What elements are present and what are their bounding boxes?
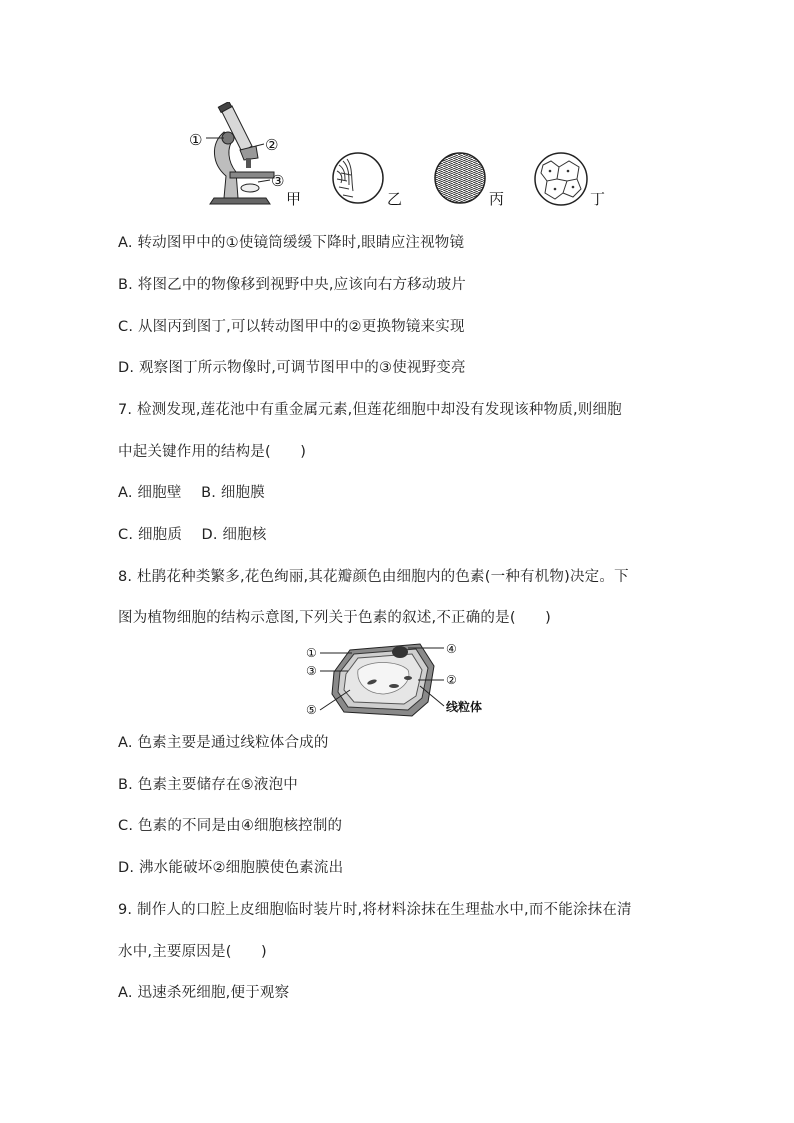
cell-mark-1: ① <box>306 646 317 660</box>
panel-label-ding: 丁 <box>590 190 606 208</box>
scope-mark-2: ② <box>265 136 279 154</box>
q8-option-d: D. 沸水能破坏②细胞膜使色素流出 <box>118 860 344 876</box>
q6-option-d: D. 观察图丁所示物像时,可调节图甲中的③使视野变亮 <box>118 360 466 376</box>
cell-label-mitochondria: 线粒体 <box>446 700 483 714</box>
q7-stem-line1: 7. 检测发现,莲花池中有重金属元素,但莲花细胞中却没有发现该种物质,则细胞 <box>118 402 622 418</box>
q7-stem-line2: 中起关键作用的结构是( ) <box>118 444 307 460</box>
view-yi <box>331 151 385 205</box>
q9-stem-line2: 水中,主要原因是( ) <box>118 944 267 960</box>
panel-label-bing: 丙 <box>489 190 505 208</box>
q6-option-a: A. 转动图甲中的①使镜筒缓缓下降时,眼睛应注视物镜 <box>118 235 465 251</box>
cell-mark-5: ⑤ <box>306 703 317 717</box>
q8-option-b: B. 色素主要储存在⑤液泡中 <box>118 777 298 793</box>
q9-stem-line1: 9. 制作人的口腔上皮细胞临时装片时,将材料涂抹在生理盐水中,而不能涂抹在清 <box>118 902 632 918</box>
cell-mark-3: ③ <box>306 664 317 678</box>
view-bing <box>433 151 487 205</box>
q6-option-b: B. 将图乙中的物像移到视野中央,应该向右方移动玻片 <box>118 277 466 293</box>
q8-option-a: A. 色素主要是通过线粒体合成的 <box>118 735 329 751</box>
q8-stem-line1: 8. 杜鹃花种类繁多,花色绚丽,其花瓣颜色由细胞内的色素(一种有机物)决定。下 <box>118 569 629 585</box>
panel-label-jia: 甲 <box>286 190 302 208</box>
cell-leader-lines <box>300 640 460 720</box>
q6-option-c: C. 从图丙到图丁,可以转动图甲中的②更换物镜来实现 <box>118 319 465 335</box>
q7-options-cd: C. 细胞质 D. 细胞核 <box>118 527 267 543</box>
q9-option-a: A. 迅速杀死细胞,便于观察 <box>118 985 290 1001</box>
panel-label-yi: 乙 <box>387 190 403 208</box>
q8-option-c: C. 色素的不同是由④细胞核控制的 <box>118 818 343 834</box>
cell-mark-2: ② <box>446 673 457 687</box>
view-ding <box>533 151 589 207</box>
scope-mark-3: ③ <box>271 172 285 190</box>
cell-mark-4: ④ <box>446 642 457 656</box>
q8-stem-line2: 图为植物细胞的结构示意图,下列关于色素的叙述,不正确的是( ) <box>118 610 551 626</box>
scope-mark-1: ① <box>189 131 203 149</box>
q7-options-ab: A. 细胞壁 B. 细胞膜 <box>118 485 265 501</box>
